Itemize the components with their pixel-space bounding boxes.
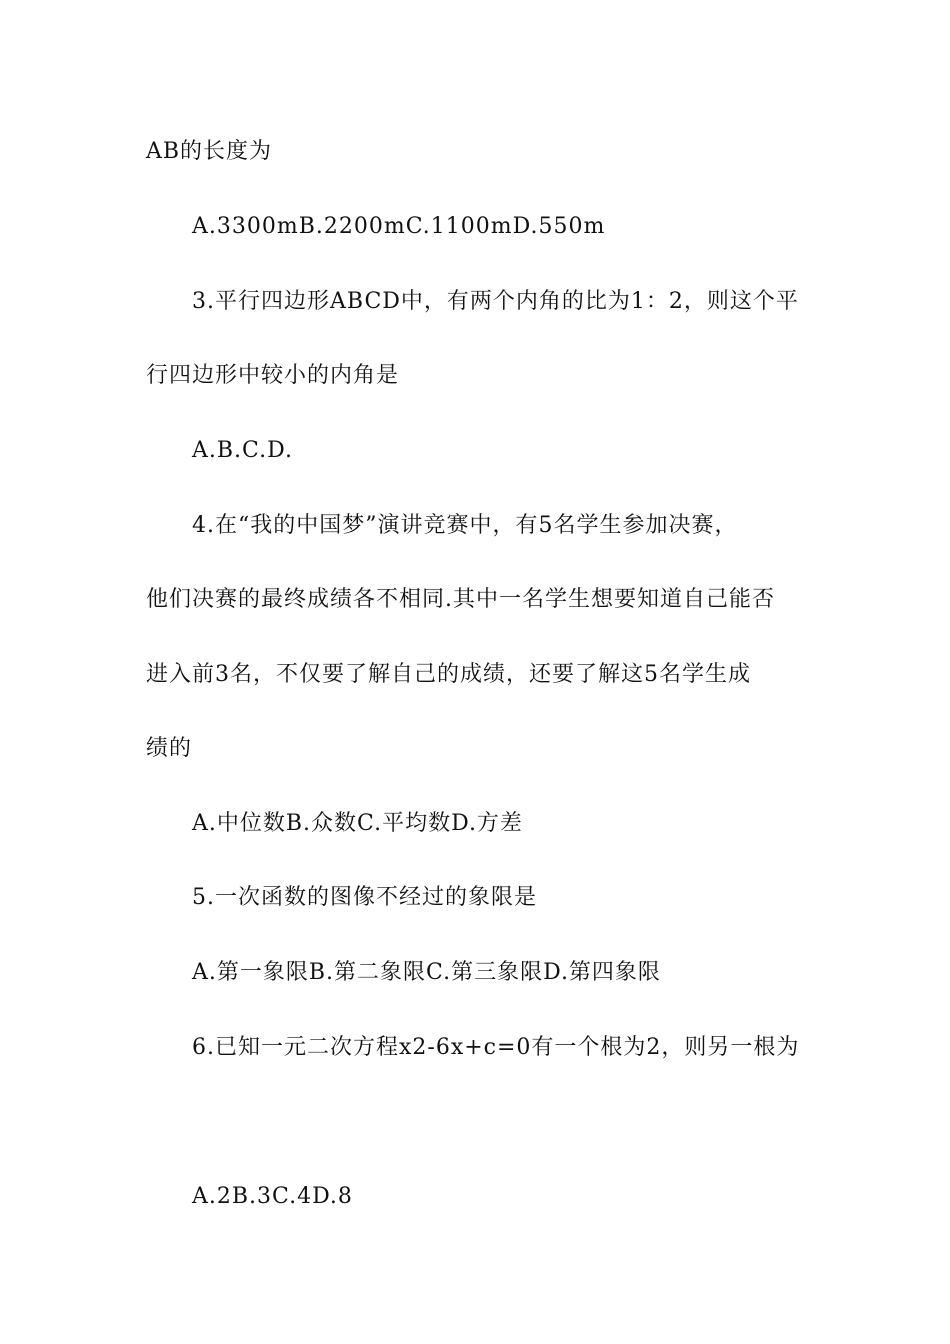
text-line: 绩的 — [146, 736, 193, 761]
text-line: AB的长度为 — [146, 139, 273, 164]
question-4: 4.在“我的中国梦”演讲竞赛中，有5名学生参加决赛， — [192, 513, 738, 538]
question-3: 3.平行四边形ABCD中，有两个内角的比为1：2，则这个平 — [192, 289, 799, 314]
answer-options: A.第一象限B.第二象限C.第三象限D.第四象限 — [192, 960, 661, 985]
text-line: 他们决赛的最终成绩各不相同.其中一名学生想要知道自己能否 — [146, 587, 775, 612]
text-line: 进入前3名，不仅要了解自己的成绩，还要了解这5名学生成 — [146, 662, 751, 687]
question-6: 6.已知一元二次方程x2-6x+c=0有一个根为2，则另一根为 — [192, 1035, 800, 1060]
answer-options: A.3300mB.2200mC.1100mD.550m — [192, 214, 606, 239]
question-5: 5.一次函数的图像不经过的象限是 — [192, 885, 537, 910]
answer-options: A.2B.3C.4D.8 — [192, 1184, 353, 1209]
answer-options: A.B.C.D. — [192, 438, 293, 463]
text-line: 行四边形中较小的内角是 — [146, 363, 400, 388]
answer-options: A.中位数B.众数C.平均数D.方差 — [192, 811, 523, 836]
